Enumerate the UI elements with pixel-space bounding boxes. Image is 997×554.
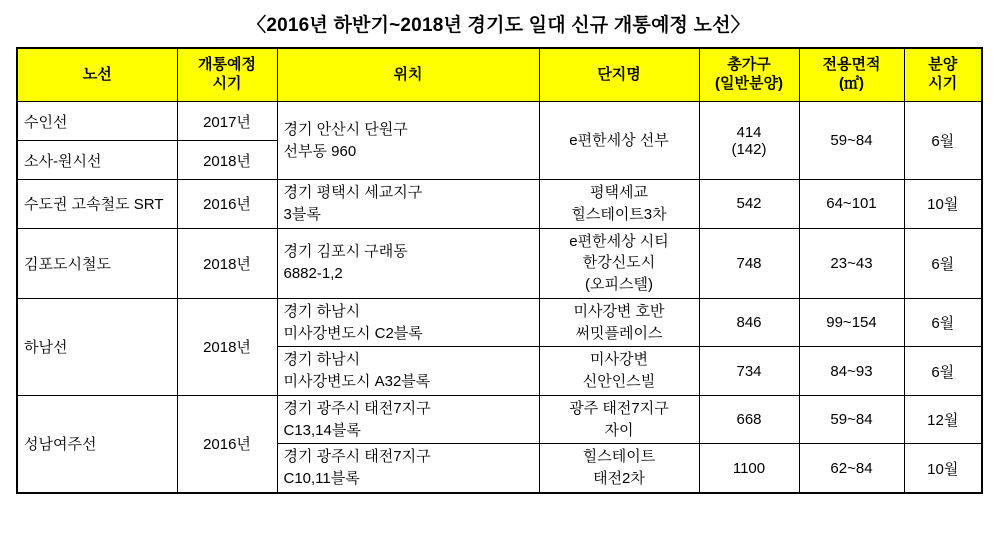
cell-line: 하남선	[17, 298, 177, 395]
cell-line	[17, 180, 177, 229]
cell-area: 59~84	[799, 102, 904, 180]
complex-line: 미사강변	[590, 351, 648, 369]
table-row	[17, 298, 982, 347]
cell-open-date: 2018년	[177, 228, 277, 298]
location-line: 경기 하남시	[283, 302, 361, 320]
cell-area: 23~43	[799, 228, 904, 298]
column-header-complex	[539, 48, 699, 102]
complex-line: 신안인스빌	[582, 373, 656, 390]
line-name: 수도권 고속철도 SRT	[24, 196, 164, 214]
table-header	[17, 48, 982, 102]
cell-location	[277, 444, 539, 493]
complex-line: e편한세상 선부	[569, 131, 669, 149]
table-row	[17, 180, 982, 229]
location-line: 경기 하남시	[283, 351, 361, 369]
location-line: 경기 안산시 단원구	[283, 120, 408, 138]
cell-location	[277, 395, 539, 444]
location-line: 선부동 960	[283, 142, 357, 160]
cell-complex	[539, 444, 699, 493]
cell-line: 성남여주선	[17, 395, 177, 493]
column-header-sale-time-sub: 시기	[928, 75, 958, 92]
cell-sale-time: 6월	[904, 102, 982, 180]
cell-households	[699, 102, 799, 180]
complex-line: 평택세교	[590, 184, 648, 201]
location-line: C13,14블록	[283, 421, 361, 439]
location-line: 경기 김포시 구래동	[283, 243, 408, 261]
complex-line: 힐스테이트3차	[571, 205, 667, 223]
column-header-households	[699, 48, 799, 102]
complex-line: 자이	[604, 421, 634, 439]
cell-line: 김포도시철도	[17, 228, 177, 298]
cell-area: 99~154	[799, 298, 904, 347]
cell-open-date: 2016년	[177, 180, 277, 229]
cell-location	[277, 298, 539, 347]
column-header-area	[799, 48, 904, 102]
column-header-complex-main: 단지명	[597, 65, 641, 83]
table-header-row	[17, 48, 982, 102]
cell-sale-time: 10월	[904, 180, 982, 229]
households-general: (142)	[731, 140, 767, 158]
complex-line: e편한세상 시티	[569, 232, 669, 250]
column-header-households-sub: (일반분양)	[715, 75, 783, 92]
cell-line: 수인선	[17, 102, 177, 141]
column-header-area-main: 전용면적	[822, 56, 881, 74]
complex-line: 태전2차	[593, 470, 645, 487]
table-row	[17, 102, 982, 141]
complex-line: 힐스테이트	[582, 448, 656, 466]
column-header-open-date-main: 개통예정	[198, 56, 256, 74]
table-body	[17, 102, 982, 493]
cell-sale-time: 10월	[904, 444, 982, 493]
cell-location	[277, 180, 539, 229]
column-header-open-date	[177, 48, 277, 102]
cell-location	[277, 347, 539, 396]
page-title: 〈2016년 하반기~2018년 경기도 일대 신규 개통예정 노선〉	[247, 15, 750, 36]
cell-open-date: 2018년	[177, 141, 277, 180]
column-header-area-sub: (㎡)	[839, 75, 864, 92]
cell-households: 846	[699, 298, 799, 347]
location-line: C10,11블록	[283, 470, 360, 487]
column-header-sale-time	[904, 48, 982, 102]
cell-sale-time: 6월	[904, 228, 982, 298]
complex-line: 써밋플레이스	[575, 324, 663, 342]
cell-complex	[539, 228, 699, 298]
cell-sale-time: 12월	[904, 395, 982, 444]
cell-sale-time: 6월	[904, 298, 982, 347]
column-header-sale-time-main: 분양	[928, 56, 958, 74]
table-row	[17, 228, 982, 298]
cell-complex	[539, 395, 699, 444]
cell-complex	[539, 298, 699, 347]
cell-open-date: 2018년	[177, 298, 277, 395]
cell-households: 1100	[699, 444, 799, 493]
column-header-open-date-sub: 시기	[212, 75, 242, 92]
location-line: 경기 광주시 태전7지구	[283, 448, 431, 466]
complex-line: (오피스텔)	[585, 276, 653, 293]
cell-location	[277, 228, 539, 298]
table-container	[0, 47, 997, 494]
cell-complex	[539, 347, 699, 396]
cell-households: 668	[699, 395, 799, 444]
complex-line: 미사강변 호반	[573, 302, 665, 320]
location-line: 미사강변도시 C2블록	[283, 324, 423, 342]
column-header-households-main: 총가구	[727, 56, 771, 74]
cell-location	[277, 102, 539, 180]
cell-area: 59~84	[799, 395, 904, 444]
cell-line: 소사-원시선	[17, 141, 177, 180]
cell-households: 734	[699, 347, 799, 396]
households-total: 414	[736, 123, 762, 141]
cell-area: 62~84	[799, 444, 904, 493]
table-row	[17, 395, 982, 444]
new-rail-lines-table	[16, 47, 983, 494]
column-header-location	[277, 48, 539, 102]
cell-sale-time: 6월	[904, 347, 982, 396]
location-line: 6882-1,2	[283, 265, 343, 283]
cell-area: 64~101	[799, 180, 904, 229]
cell-complex	[539, 180, 699, 229]
location-line: 경기 평택시 세교지구	[283, 184, 423, 201]
cell-households: 542	[699, 180, 799, 229]
cell-open-date: 2016년	[177, 395, 277, 493]
complex-line: 광주 태전7지구	[569, 399, 669, 417]
location-line: 미사강변도시 A32블록	[283, 373, 431, 390]
location-line: 경기 광주시 태전7지구	[283, 399, 431, 417]
column-header-line	[17, 48, 177, 102]
column-header-location-main: 위치	[393, 65, 423, 83]
cell-area: 84~93	[799, 347, 904, 396]
cell-open-date: 2017년	[177, 102, 277, 141]
location-line: 3블록	[283, 205, 321, 223]
cell-complex	[539, 102, 699, 180]
complex-line: 한강신도시	[582, 254, 656, 272]
cell-households: 748	[699, 228, 799, 298]
column-header-line-main: 노선	[82, 65, 112, 83]
